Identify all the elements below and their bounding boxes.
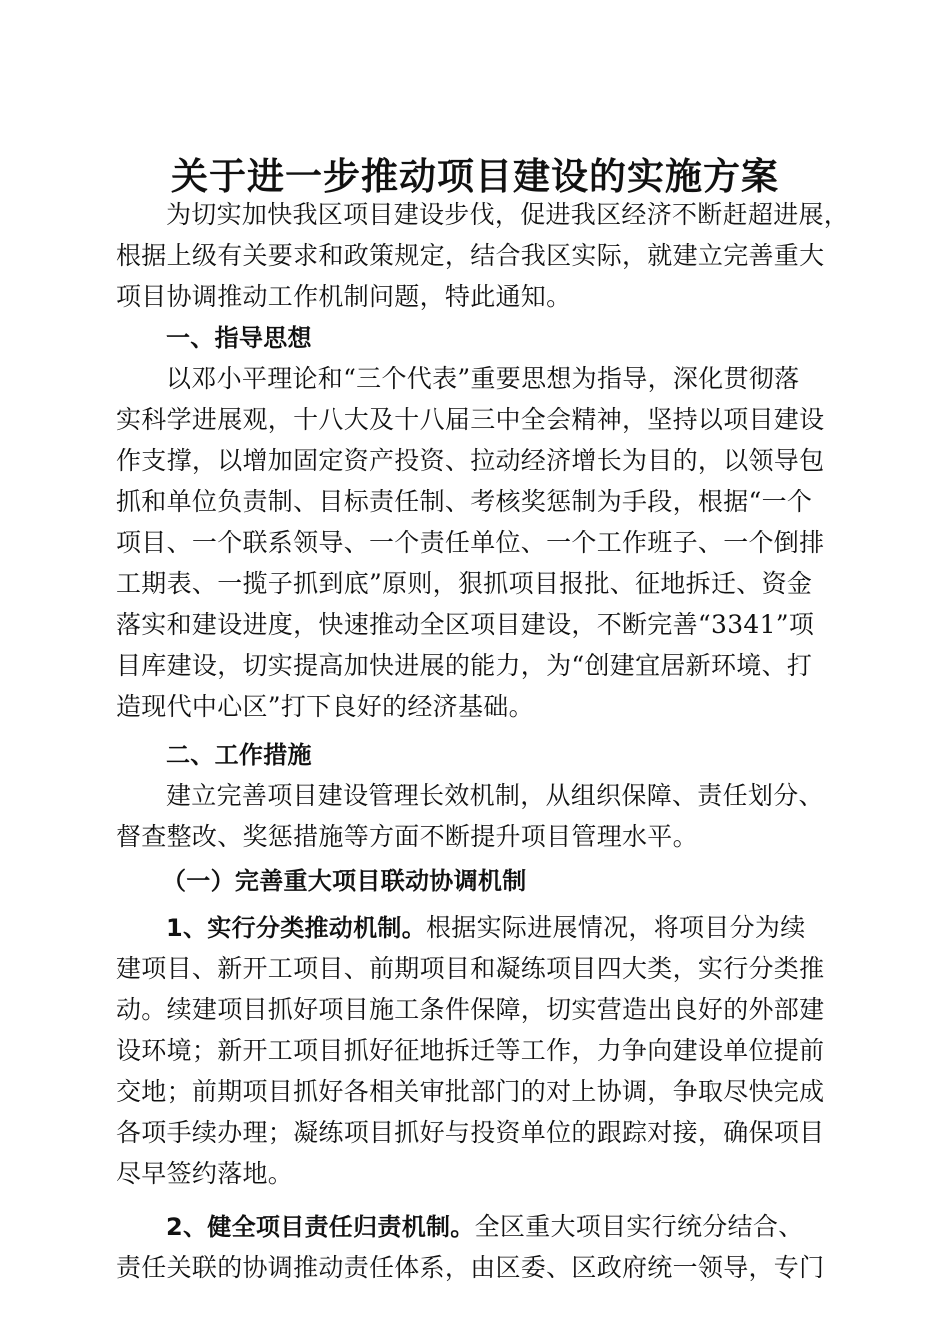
intro-line: 为切实加快我区项目建设步伐，促进我区经济不断赶超进展，	[166, 200, 850, 229]
item-text: 根据实际进展情况，将项目分为续	[426, 913, 806, 942]
subsection-heading: （一）完善重大项目联动协调机制	[162, 867, 527, 895]
paragraph-line: 建立完善项目建设管理长效机制，从组织保障、责任划分、	[166, 781, 824, 810]
item-text: 全区重大项目实行统分结合、	[474, 1212, 804, 1241]
paragraph-line: 实科学进展观，十八大及十八届三中全会精神，坚持以项目建设	[116, 405, 825, 434]
paragraph-line: 抓和单位负责制、目标责任制、考核奖惩制为手段，根据“一个	[116, 487, 813, 516]
item-lead: 2、健全项目责任归责机制。	[166, 1213, 475, 1241]
section-heading-work-measures: 二、工作措施	[166, 741, 312, 769]
item-first-line	[166, 910, 806, 946]
paragraph-line: 造现代中心区”打下良好的经济基础。	[116, 692, 534, 721]
intro-line: 根据上级有关要求和政策规定，结合我区实际，就建立完善重大	[116, 241, 825, 270]
item-first-line	[166, 1209, 804, 1245]
paragraph-line: 动。续建项目抓好项目施工条件保障，切实营造出良好的外部建	[116, 995, 825, 1024]
paragraph-line: 交地；前期项目抓好各相关审批部门的对上协调，争取尽快完成	[116, 1077, 825, 1106]
paragraph-line: 尽早签约落地。	[116, 1159, 294, 1188]
paragraph-line: 项目、一个联系领导、一个责任单位、一个工作班子、一个倒排	[116, 528, 825, 557]
paragraph-line: 作支撑，以增加固定资产投资、拉动经济增长为目的，以领导包	[116, 446, 825, 475]
section-heading-guiding-ideology: 一、指导思想	[166, 324, 312, 352]
paragraph-line: 督查整改、奖惩措施等方面不断提升项目管理水平。	[116, 822, 698, 851]
paragraph-line: 目库建设，切实提高加快进展的能力，为“创建宜居新环境、打	[116, 651, 813, 680]
document-title: 关于进一步推动项目建设的实施方案	[171, 154, 779, 198]
paragraph-line: 建项目、新开工项目、前期项目和凝练项目四大类，实行分类推	[116, 954, 825, 983]
paragraph-line: 落实和建设进度，快速推动全区项目建设，不断完善“3341”项	[116, 610, 815, 639]
paragraph-line: 工期表、一揽子抓到底”原则，狠抓项目报批、征地拆迁、资金	[116, 569, 813, 598]
paragraph-line: 以邓小平理论和“三个代表”重要思想为指导，深化贯彻落	[166, 364, 800, 393]
intro-line: 项目协调推动工作机制问题，特此通知。	[116, 282, 572, 311]
paragraph-line: 设环境；新开工项目抓好征地拆迁等工作，力争向建设单位提前	[116, 1036, 825, 1065]
paragraph-line: 责任关联的协调推动责任体系，由区委、区政府统一领导，专门	[116, 1253, 825, 1282]
paragraph-line: 各项手续办理；凝练项目抓好与投资单位的跟踪对接，确保项目	[116, 1118, 825, 1147]
item-lead: 1、实行分类推动机制。	[166, 914, 426, 942]
